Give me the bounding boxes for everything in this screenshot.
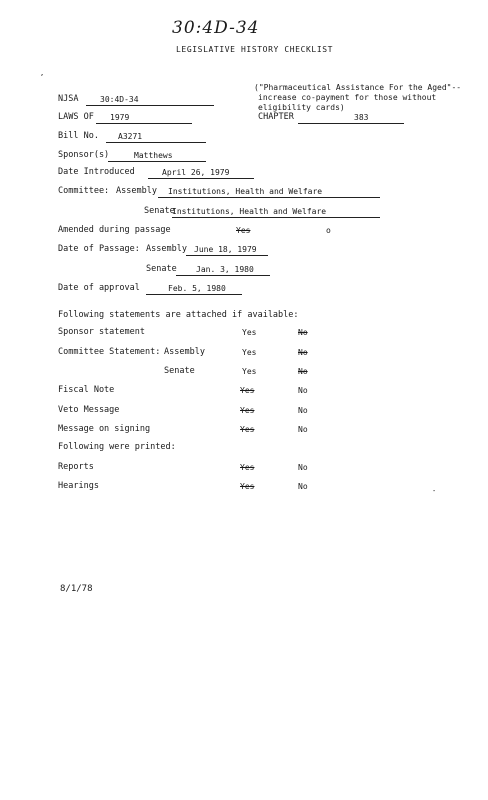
handwritten-statute-number: 30:4D-34: [172, 18, 260, 38]
date-of-approval-label: Date of approval: [58, 283, 140, 293]
amended-yes: Yes: [236, 226, 251, 235]
committee-statement-senate-yes: Yes: [242, 367, 257, 376]
bill-no-label: Bill No.: [58, 131, 99, 141]
passage-assembly-field: [186, 244, 268, 256]
sponsor-label: Sponsor(s): [58, 150, 110, 160]
committee-assembly-value: Institutions, Health and Welfare: [168, 187, 323, 196]
chapter-label: CHAPTER: [258, 112, 294, 122]
committee-senate-label: Senate: [144, 206, 175, 216]
printed-heading: Following were printed:: [58, 442, 176, 452]
description-line-1: ("Pharmaceutical Assistance For the Aged"--: [254, 83, 462, 92]
passage-senate-field: [176, 264, 270, 276]
message-on-signing-no: No: [298, 425, 308, 434]
sponsor-statement-label: Sponsor statement: [58, 327, 145, 337]
laws-of-label: LAWS OF: [58, 112, 94, 122]
amended-label: Amended during passage: [58, 225, 171, 235]
laws-of-value: 1979: [110, 113, 130, 122]
message-on-signing-label: Message on signing: [58, 424, 151, 434]
date-of-approval-field: [146, 283, 242, 295]
veto-message-no: No: [298, 406, 308, 415]
stray-mark: ,: [40, 69, 45, 77]
committee-assembly-label: Assembly: [116, 186, 157, 196]
statements-heading: Following statements are attached if available:: [58, 310, 299, 320]
description-line-3: eligibility cards): [258, 103, 345, 112]
date-of-approval-value: Feb. 5, 1980: [168, 284, 226, 293]
chapter-field: [298, 112, 404, 124]
date-introduced-field: [148, 167, 254, 179]
date-introduced-label: Date Introduced: [58, 167, 135, 177]
njsa-value: 30:4D-34: [100, 95, 139, 104]
committee-label: Committee:: [58, 186, 110, 196]
amended-no: o: [326, 226, 331, 235]
hearings-yes: Yes: [240, 482, 255, 491]
passage-senate-label: Senate: [146, 264, 177, 274]
sponsor-field: [108, 150, 206, 162]
laws-of-field: [96, 112, 192, 124]
stray-mark-right: -: [432, 487, 437, 495]
description-line-2: increase co-payment for those without: [258, 93, 437, 102]
committee-statement-senate-no: No: [298, 367, 308, 376]
committee-statement-senate-label: Senate: [164, 366, 195, 376]
document-title: LEGISLATIVE HISTORY CHECKLIST: [176, 45, 334, 54]
message-on-signing-yes: Yes: [240, 425, 255, 434]
sponsor-statement-no: No: [298, 328, 308, 337]
passage-assembly-label: Assembly: [146, 244, 187, 254]
fiscal-note-label: Fiscal Note: [58, 385, 115, 395]
hearings-label: Hearings: [58, 481, 99, 491]
committee-statement-assembly-label: Assembly: [164, 347, 205, 357]
hearings-no: No: [298, 482, 308, 491]
bill-no-value: A3271: [118, 132, 143, 141]
passage-assembly-value: June 18, 1979: [194, 245, 257, 254]
sponsor-statement-yes: Yes: [242, 328, 257, 337]
reports-yes: Yes: [240, 463, 255, 472]
committee-statement-assembly-no: No: [298, 348, 308, 357]
sponsor-value: Matthews: [134, 151, 173, 160]
bill-no-field: [106, 131, 206, 143]
veto-message-label: Veto Message: [58, 405, 120, 415]
fiscal-note-no: No: [298, 386, 308, 395]
footer-initials-date: 8/1/78: [60, 584, 93, 594]
date-introduced-value: April 26, 1979: [162, 168, 230, 177]
committee-senate-value: Institutions, Health and Welfare: [172, 207, 327, 216]
committee-statement-assembly-yes: Yes: [242, 348, 257, 357]
njsa-label: NJSA: [58, 94, 79, 104]
reports-label: Reports: [58, 462, 94, 472]
committee-statement-label: Committee Statement:: [58, 347, 161, 357]
committee-senate-field: [172, 206, 380, 218]
passage-senate-value: Jan. 3, 1980: [196, 265, 254, 274]
committee-assembly-field: [158, 186, 380, 198]
reports-no: No: [298, 463, 308, 472]
fiscal-note-yes: Yes: [240, 386, 255, 395]
date-of-passage-label: Date of Passage:: [58, 244, 140, 254]
chapter-value: 383: [354, 113, 369, 122]
njsa-field: [86, 94, 214, 106]
veto-message-yes: Yes: [240, 406, 255, 415]
